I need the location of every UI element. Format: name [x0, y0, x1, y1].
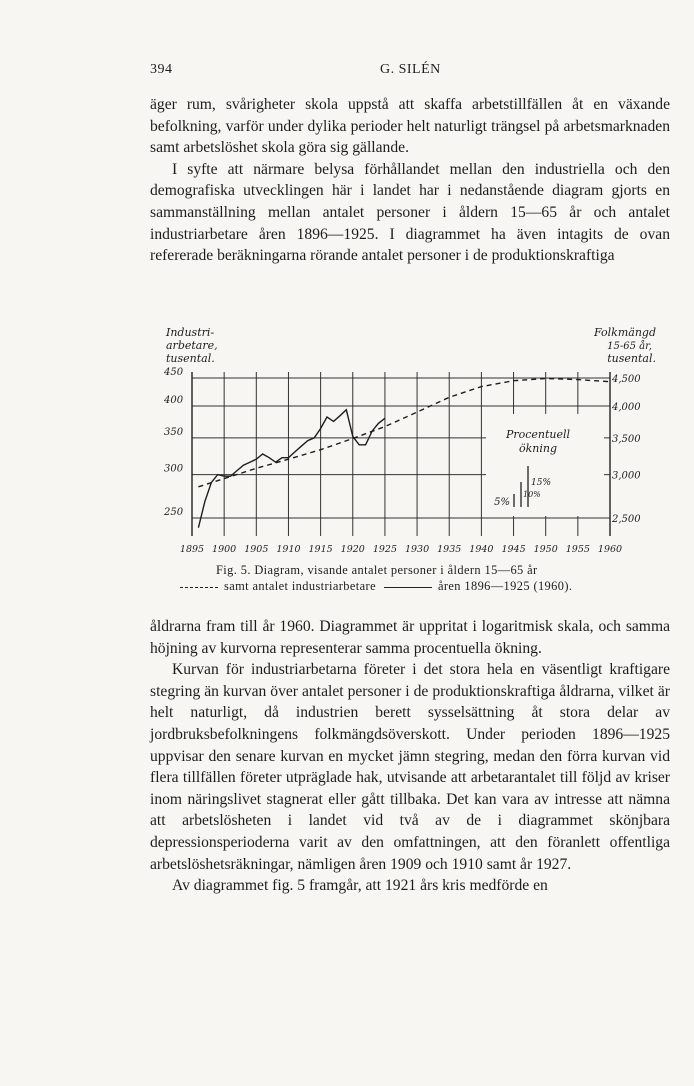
- legend-solid-line: [384, 587, 432, 588]
- annotation-title-line: Procentuell: [505, 428, 571, 441]
- x-tick-label: 1955: [565, 544, 590, 555]
- x-tick-label: 1900: [212, 544, 237, 555]
- right-axis-label-line: 15-65 år,: [607, 341, 652, 352]
- page-header: [150, 62, 670, 82]
- annotation-title-line: ökning: [518, 442, 558, 455]
- paragraph: Av diagrammet fig. 5 framgår, att 1921 års kris medförde en: [172, 877, 548, 895]
- right-tick-label: 2,500: [612, 514, 641, 525]
- x-tick-label: 1935: [437, 544, 462, 555]
- x-tick-label: 1930: [404, 544, 430, 555]
- x-axis-ticks: [180, 544, 622, 555]
- left-tick-label: 300: [164, 463, 184, 475]
- right-axis-ticks: [611, 374, 641, 525]
- x-tick-label: 1950: [533, 544, 558, 555]
- legend-dashed-label: samt antalet industriarbetare: [224, 579, 376, 593]
- x-tick-label: 1910: [276, 544, 301, 555]
- right-axis-label-line: tusental.: [607, 352, 656, 365]
- paragraph: Kurvan för industriarbetarna företer i det stora hela en väsentligt kraftigare stegring än kurvan över antalet personer i de produktionskraftiga åldrarna, vilket är helt naturligt, då industrien berett sysselsättning åt stora delar av jordbruksbefolkningens folkmängdsöverskott. Under perioden 1896—1925 uppvisar den senare kurvan en mycket jämn stegring, medan den förra kurvan vid flera tillfällen företer utpräglade hak, utvisande att arbetarantalet till följd av kriser inom näringslivet stagnerat eller gått tillbaka. Det kan vara av intresse att nämna att arbetslösheten i landet vid två av de i diagrammet skönjbara depressionsperioderna varit av den omfattningen, att den föranlett offentliga arbetslöshetsräkningar, nämligen åren 1909 och 1910 samt år 1927.: [150, 661, 670, 873]
- right-tick-label: 4,000: [612, 402, 641, 414]
- chart-svg: [160, 322, 660, 562]
- figure-caption: [180, 562, 660, 594]
- x-tick-label: 1915: [308, 544, 333, 555]
- industrial-workers-line: [198, 410, 385, 528]
- caption-title: Fig. 5. Diagram, visande antalet personer i åldern 15—65 år: [216, 563, 538, 577]
- x-tick-label: 1895: [179, 544, 205, 555]
- paragraph: I syfte att närmare belysa förhållandet mellan den industriella och den demografiska utvecklingen här i landet har i nedanstående diagram gjorts en sammanställning mellan antalet personer i åldern 15—65 år och antalet industriarbetare åren 1896—1925. I diagrammet ha även intagits de ovan refererade beräkningarna rörande antalet personer i de produktionskraftiga: [150, 160, 670, 265]
- x-tick-label: 1940: [469, 544, 494, 555]
- right-axis-label-line: Folkmängd: [594, 326, 656, 339]
- left-axis-ticks: [163, 367, 184, 518]
- left-tick-label: 400: [164, 395, 184, 407]
- bar-label-10: 10%: [523, 490, 541, 499]
- figure-5-chart: [160, 322, 660, 562]
- left-axis-label-line: arbetare,: [166, 339, 218, 352]
- left-tick-label: 350: [164, 426, 184, 438]
- left-tick-label: 450: [164, 367, 184, 378]
- right-tick-label: 4,500: [612, 374, 641, 385]
- body-text-bottom: [150, 616, 670, 897]
- x-tick-label: 1960: [597, 544, 623, 555]
- body-text-top: [150, 94, 670, 267]
- legend-solid-label: åren 1896—1925 (1960).: [437, 579, 573, 593]
- paragraph: äger rum, svårigheter skola uppstå att skaffa arbetstillfällen åt en växande befolkning, varför under dylika perioder helt naturligt trängsel på arbetsmarknaden samt arbetslöshet skola göra sig gällande.: [150, 96, 670, 157]
- bar-label-5: 5%: [494, 497, 510, 508]
- x-tick-label: 1920: [340, 544, 365, 555]
- percent-increase-annotation: [486, 414, 604, 516]
- legend-dashed-line: [180, 587, 218, 588]
- caption-legend: [180, 578, 660, 594]
- right-tick-label: 3,500: [612, 433, 641, 445]
- left-tick-label: 250: [164, 507, 184, 518]
- right-tick-label: 3,000: [612, 470, 641, 482]
- paragraph: åldrarna fram till år 1960. Diagrammet är uppritat i logaritmisk skala, och samma höjning av kurvorna representerar samma procentuella ökning.: [150, 618, 670, 657]
- page-number: 394: [150, 62, 173, 77]
- bar-label-15: 15%: [531, 478, 552, 488]
- left-axis-label-line: Industri-: [166, 326, 215, 339]
- left-axis-label-line: tusental.: [166, 352, 215, 365]
- x-tick-label: 1905: [244, 544, 269, 555]
- x-tick-label: 1945: [501, 544, 526, 555]
- running-head: G. SILÉN: [380, 62, 441, 77]
- x-tick-label: 1925: [372, 544, 398, 555]
